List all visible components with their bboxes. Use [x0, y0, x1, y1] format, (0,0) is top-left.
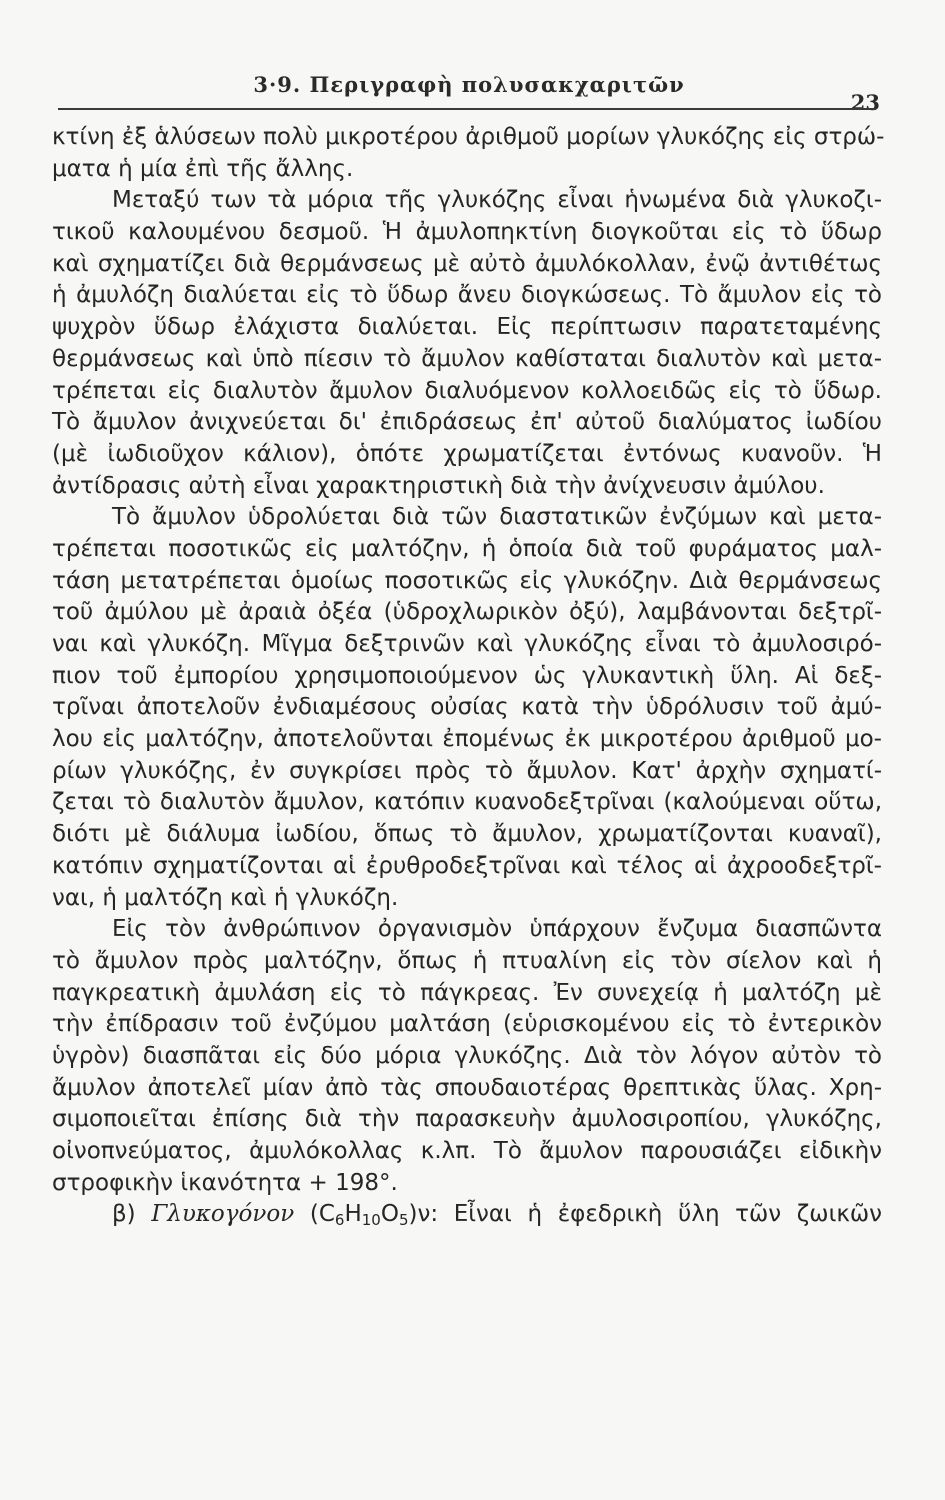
text-line: ναι, ἡ μαλτόζη καὶ ἡ γλυκόζη.	[52, 884, 399, 911]
formula-open: (C	[309, 1201, 335, 1228]
formula-close: )ν	[408, 1201, 431, 1228]
text-line: ναι καὶ γλυκόζη. Μῖγμα δεξτρινῶν καὶ γλυκόζης εἶναι τὸ ἀμυλοσιρό-	[52, 631, 882, 657]
text-line: ρίων γλυκόζης, ἐν συγκρίσει πρὸς τὸ ἄμυλον. Κατ' ἀρχὴν σχηματί-	[52, 757, 882, 784]
formula-subscript: 6	[334, 1211, 345, 1230]
text-line: τὴν ἐπίδρασιν τοῦ ἐνζύμου μαλτάση (εὑρισκομένου εἰς τὸ ἐντερικὸν	[52, 1011, 882, 1038]
glycogen-text: : Εἶναι ἡ ἐφεδρικὴ ὕλη τῶν ζωικῶν	[430, 1201, 883, 1228]
formula-subscript: 10	[361, 1211, 381, 1230]
text-line: πιον τοῦ ἐμπορίου χρησιμοποιούμενον ὡς γλυκαντικὴ ὕλη. Αἱ δεξ-	[52, 662, 882, 689]
glycogen-line	[52, 1199, 882, 1231]
text-line: Μεταξύ των τὰ μόρια τῆς γλυκόζης εἶναι ἡνωμένα διὰ γλυκοζι-	[112, 187, 882, 214]
text-line: ζεται τὸ διαλυτὸν ἄμυλον, κατόπιν κυανοδεξτρῖναι (καλούμεναι οὕτω,	[52, 789, 882, 816]
term: Γλυκογόνον	[151, 1201, 295, 1228]
text-line: ψυχρὸν ὕδωρ ἐλάχιστα διαλύεται. Εἰς περίπτωσιν παρατεταμένης	[52, 314, 882, 341]
text-line: καὶ σχηματίζει διὰ θερμάνσεως μὲ αὐτὸ ἀμυλόκολλαν, ἐνῷ ἀντιθέτως	[52, 250, 882, 277]
text-line: τρέπεται ποσοτικῶς εἰς μαλτόζην, ἡ ὁποία διὰ τοῦ φυράματος μαλ-	[52, 535, 882, 562]
body-text	[52, 122, 885, 1231]
text-line: κατόπιν σχηματίζονται αἱ ἐρυθροδεξτρῖναι καὶ τέλος αἱ ἀχροοδεξτρῖ-	[52, 852, 882, 879]
text-line: ἡ ἀμυλόζη διαλύεται εἰς τὸ ὕδωρ ἄνευ διογκώσεως. Τὸ ἄμυλον εἰς τὸ	[52, 282, 882, 309]
text-line: λου εἰς μαλτόζην, ἀποτελοῦνται ἐπομένως ἐκ μικροτέρου ἀριθμοῦ μο-	[52, 726, 882, 753]
formula-element: O	[380, 1201, 399, 1228]
header-rule	[58, 108, 876, 110]
text-line: ματα ἡ μία ἐπὶ τῆς ἄλλης.	[52, 155, 354, 182]
text-line: ἄμυλον ἀποτελεῖ μίαν ἀπὸ τὰς σπουδαιοτέρας θρεπτικὰς ὕλας. Χρη-	[52, 1074, 882, 1101]
formula-subscript: 5	[398, 1211, 409, 1230]
text-line: ἀντίδρασις αὐτὴ εἶναι χαρακτηριστικὴ διὰ τὴν ἀνίχνευσιν ἀμύλου.	[52, 472, 825, 499]
text-line: διότι μὲ διάλυμα ἰωδίου, ὅπως τὸ ἄμυλον, χρωματίζονται κυαναῖ),	[52, 821, 882, 848]
running-head	[58, 72, 880, 115]
text-line: κτίνη ἐξ ἁλύσεων πολὺ μικροτέρου ἀριθμοῦ μορίων γλυκόζης εἰς στρώ-	[52, 124, 885, 150]
text-line: Εἰς τὸν ἀνθρώπινον ὀργανισμὸν ὑπάρχουν ἔνζυμα διασπῶντα	[112, 916, 882, 943]
text-line: παγκρεατικὴ ἀμυλάση εἰς τὸ πάγκρεας. Ἐν συνεχείᾳ ἡ μαλτόζη μὲ	[52, 979, 882, 1006]
section-title: 3·9. Περιγραφὴ πολυσακχαριτῶν	[253, 72, 685, 97]
text-line: τρέπεται εἰς διαλυτὸν ἄμυλον διαλυόμενον κολλοειδῶς εἰς τὸ ὕδωρ.	[52, 377, 882, 404]
formula-element: H	[344, 1201, 362, 1228]
text-line: τάση μετατρέπεται ὁμοίως ποσοτικῶς εἰς γλυκόζην. Διὰ θερμάνσεως	[52, 567, 882, 594]
text-line: θερμάνσεως καὶ ὑπὸ πίεσιν τὸ ἄμυλον καθίσταται διαλυτὸν καὶ μετα-	[52, 345, 882, 372]
text-line: τοῦ ἀμύλου μὲ ἀραιὰ ὀξέα (ὑδροχλωρικὸν ὀξύ), λαμβάνονται δεξτρῖ-	[52, 599, 882, 626]
item-label: β)	[112, 1201, 136, 1228]
text-line: Τὸ ἄμυλον ὑδρολύεται διὰ τῶν διαστατικῶν ἐνζύμων καὶ μετα-	[112, 504, 882, 531]
text-line: (μὲ ἰωδιοῦχον κάλιον), ὁπότε χρωματίζεται ἐντόνως κυανοῦν. Ἡ	[52, 440, 882, 467]
text-line: Τὸ ἄμυλον ἀνιχνεύεται δι' ἐπιδράσεως ἐπ' αὐτοῦ διαλύματος ἰωδίου	[52, 409, 882, 436]
text-line: τικοῦ καλουμένου δεσμοῦ. Ἡ ἀμυλοπηκτίνη διογκοῦται εἰς τὸ ὕδωρ	[52, 219, 882, 246]
text-line: σιμοποιεῖται ἐπίσης διὰ τὴν παρασκευὴν ἀμυλοσιροπίου, γλυκόζης,	[52, 1106, 882, 1133]
text-line: στροφικὴν ἱκανότητα + 198°.	[52, 1169, 398, 1196]
text-line: τὸ ἄμυλον πρὸς μαλτόζην, ὅπως ἡ πτυαλίνη εἰς τὸν σίελον καὶ ἡ	[52, 947, 882, 974]
page-number: 23	[850, 90, 880, 115]
text-line: τρῖναι ἀποτελοῦν ἐνδιαμέσους οὐσίας κατὰ τὴν ὑδρόλυσιν τοῦ ἀμύ-	[52, 694, 882, 721]
text-line: ὑγρὸν) διασπᾶται εἰς δύο μόρια γλυκόζης. Διὰ τὸν λόγον αὐτὸν τὸ	[52, 1042, 882, 1069]
text-line: οἰνοπνεύματος, ἀμυλόκολλας κ.λπ. Τὸ ἄμυλον παρουσιάζει εἰδικὴν	[52, 1138, 882, 1164]
